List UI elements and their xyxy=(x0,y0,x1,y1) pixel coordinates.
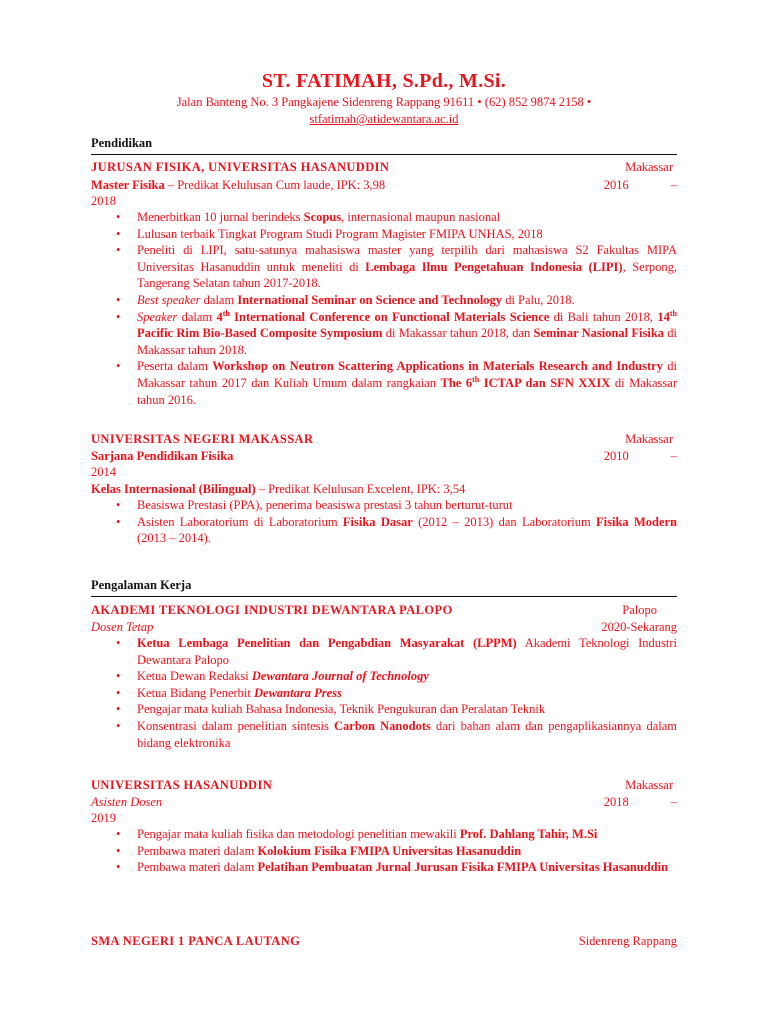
period-dash: – xyxy=(670,449,677,463)
section-heading-pendidikan: Pendidikan xyxy=(91,136,677,155)
period-start: 2010 xyxy=(603,449,629,463)
edu-location: Makassar xyxy=(625,160,673,174)
edu-unm-bullets xyxy=(91,497,677,547)
work-org-sma xyxy=(91,934,677,949)
list-item: • Konsentrasi dalam penelitian sintesis Carbon Nanodots dari bahan alam dan pengaplikasiannya dalam bidang elektronika xyxy=(91,718,677,751)
work-period-end: 2019 xyxy=(91,811,116,825)
section-heading-pengalaman: Pengalaman Kerja xyxy=(91,578,677,597)
list-item: • Peserta dalam Workshop on Neutron Scattering Applications in Materials Research and Industry di Makassar tahun 2017 dan Kuliah Umum dalam rangkaian The 6th ICTAP dan SFN XXIX di Makassar tahun 2016. xyxy=(91,358,677,408)
work-location: Sidenreng Rappang xyxy=(578,934,677,948)
period-start: 2016 xyxy=(603,178,629,192)
work-period: 2020-Sekarang xyxy=(601,620,677,634)
edu-predikat: – Predikat Kelulusan Excelent, IPK: 3,54 xyxy=(255,482,466,496)
work-role-line xyxy=(91,619,677,635)
work-role-line xyxy=(91,794,677,810)
work-location: Makassar xyxy=(625,778,673,792)
edu-location: Makassar xyxy=(625,432,673,446)
list-item: • Ketua Lembaga Penelitian dan Pengabdian Masyarakat (LPPM) Akademi Teknologi Industri Dewantara Palopo xyxy=(91,635,677,668)
edu-period xyxy=(604,448,677,464)
edu-org-name: JURUSAN FISIKA, UNIVERSITAS HASANUDDIN xyxy=(91,160,390,174)
list-item: • Pengajar mata kuliah fisika dan metodologi penelitian mewakili Prof. Dahlang Tahir, M.Si xyxy=(91,826,677,843)
edu-unhas-bullets xyxy=(91,209,677,408)
work-location: Palopo xyxy=(622,603,657,617)
edu-class-line xyxy=(91,481,677,497)
list-item: • Ketua Dewan Redaksi Dewantara Journal of Technology xyxy=(91,668,677,685)
list-item: • Lulusan terbaik Tingkat Program Studi Program Magister FMIPA UNHAS, 2018 xyxy=(91,226,677,243)
period-dash: – xyxy=(670,178,677,192)
list-item: • Pembawa materi dalam Pelatihan Pembuatan Jurnal Jurusan Fisika FMIPA Universitas Hasanuddin xyxy=(91,859,677,876)
edu-org-name: UNIVERSITAS NEGERI MAKASSAR xyxy=(91,432,314,446)
list-item: • Asisten Laboratorium di Laboratorium Fisika Dasar (2012 – 2013) dan Laboratorium Fisika Modern (2013 – 2014). xyxy=(91,514,677,547)
edu-degree-line xyxy=(91,177,677,193)
edu-period-end: 2018 xyxy=(91,194,116,208)
list-item: • Ketua Bidang Penerbit Dewantara Press xyxy=(91,685,677,702)
work-unhas-bullets xyxy=(91,826,677,876)
period-start: 2018 xyxy=(603,795,629,809)
list-item: • Peneliti di LIPI, satu-satunya mahasiswa master yang terpilih dari mahasiswa S2 Fakultas MIPA Universitas Hasanuddin untuk meneliti di Lembaga Ilmu Pengetahuan Indonesia (LIPI), Serpong, Tangerang Selatan tahun 2017-2018. xyxy=(91,242,677,292)
list-item: • Speaker dalam 4th International Conference on Functional Materials Science di Bali tahun 2018, 14th Pacific Rim Bio-Based Composite Symposium di Makassar tahun 2018, dan Seminar Nasional Fisika di Makassar tahun 2018. xyxy=(91,309,677,359)
work-atidp-bullets xyxy=(91,635,677,751)
work-org-name: UNIVERSITAS HASANUDDIN xyxy=(91,778,273,792)
edu-degree: Master Fisika xyxy=(91,178,165,192)
contact-address: Jalan Banteng No. 3 Pangkajene Sidenreng Rappang 91611 • (62) 852 9874 2158 • xyxy=(176,95,592,109)
work-role: Dosen Tetap xyxy=(91,620,154,634)
work-role: Asisten Dosen xyxy=(91,795,163,809)
edu-degree: Sarjana Pendidikan Fisika xyxy=(91,449,234,463)
edu-period xyxy=(604,177,677,193)
work-org-atidp xyxy=(91,603,677,618)
list-item: • Beasiswa Prestasi (PPA), penerima beasiswa prestasi 3 tahun berturut-turut xyxy=(91,497,677,514)
work-org-name: AKADEMI TEKNOLOGI INDUSTRI DEWANTARA PALOPO xyxy=(91,603,453,617)
work-org-unhas xyxy=(91,778,677,793)
edu-period-end: 2014 xyxy=(91,465,116,479)
work-period xyxy=(604,794,677,810)
resume-name: ST. FATIMAH, S.Pd., M.Si. xyxy=(261,70,507,92)
contact-email-link[interactable]: stfatimah@atidewantara.ac.id xyxy=(309,112,459,126)
edu-org-unm xyxy=(91,432,677,447)
work-org-name: SMA NEGERI 1 PANCA LAUTANG xyxy=(91,934,301,948)
period-dash: – xyxy=(670,795,677,809)
list-item: • Best speaker dalam International Seminar on Science and Technology di Palu, 2018. xyxy=(91,292,677,309)
list-item: • Pengajar mata kuliah Bahasa Indonesia, Teknik Pengukuran dan Peralatan Teknik xyxy=(91,701,677,718)
edu-predikat: – Predikat Kelulusan Cum laude, IPK: 3,98 xyxy=(164,178,386,192)
list-item: • Pembawa materi dalam Kolokium Fisika FMIPA Universitas Hasanuddin xyxy=(91,843,677,860)
list-item: • Menerbitkan 10 jurnal berindeks Scopus, internasional maupun nasional xyxy=(91,209,677,226)
edu-class: Kelas Internasional (Bilingual) xyxy=(91,482,256,496)
edu-org-unhas xyxy=(91,160,677,175)
edu-degree-line xyxy=(91,448,677,464)
